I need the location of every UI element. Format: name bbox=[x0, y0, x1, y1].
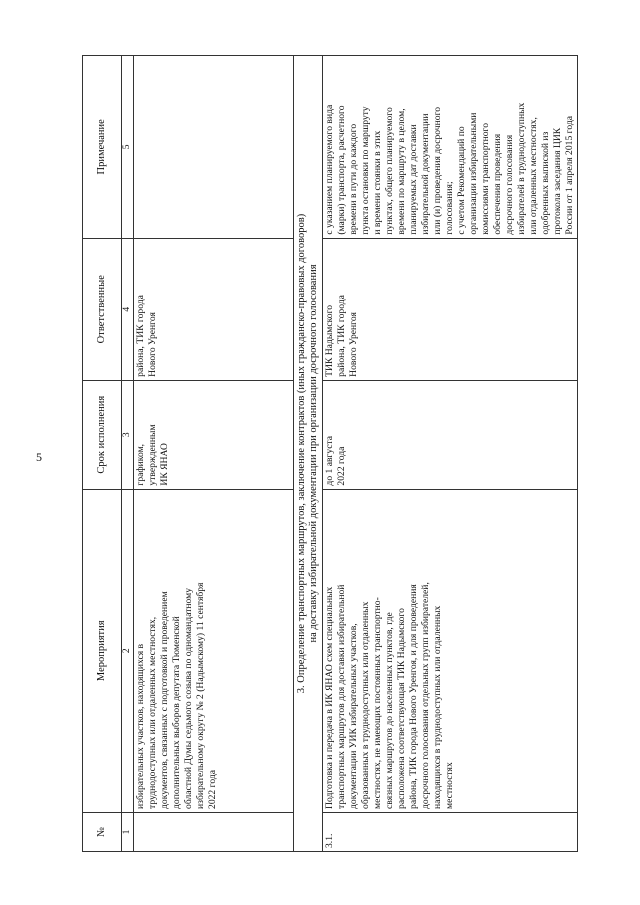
note-cell bbox=[134, 56, 294, 239]
table-row bbox=[323, 56, 578, 852]
column-number: 5 bbox=[122, 56, 134, 239]
section-title: 3. Определение транспортных маршрутов, заключение контрактов (иных гражданско-правовых договоров) на доставку избирательной документации при организации досрочного голосования bbox=[294, 56, 323, 852]
events-table bbox=[82, 55, 578, 852]
column-number-row bbox=[122, 56, 134, 852]
event-cell: избирательных участков, находящихся в труднодоступных или отдаленных местностях, документов, связанных с подготовкой и проведением дополнительных выборов депутата Тюменской областной Думы седьмого созыва по одномандатному избирательному округу № 2 (Надымскому) 11 сентября 2022 года bbox=[134, 489, 294, 812]
responsible-cell: района, ТИК города Нового Уренгоя bbox=[134, 238, 294, 380]
responsible-cell: ТИК Надымского района, ТИК города Нового Уренгоя bbox=[323, 238, 578, 380]
note-cell: с указанием планируемого вида (марки) транспорта, расчетного времени в пути до каждого пункта остановки по маршруту и времени стоянки в этих пунктах, общего планируемого времени по маршруту в целом, планируемых дат доставки избирательной документации или (и) проведения досрочного голосования; с учетом Рекомендаций по организации избирательными комиссиями транспортного обеспечения проведения досрочного голосования избирателей в труднодоступных или отдаленных местностях, одобренных выпиской из протокола заседания ЦИК России от 1 апреля 2015 года bbox=[323, 56, 578, 239]
event-cell: Подготовка и передача в ИК ЯНАО схем специальных транспортных маршрутов для доставки избирательной документации УИК избирательных участков, образованных в труднодоступных или отдаленных местностях, не имеющих постоянных транспортно- связных маршрутов до населенных пунктов, где расположена соответствующая ТИК Надымского района, ТИК города Нового Уренгоя, и для проведения досрочного голосования отдельных групп избирателей, находящихся в труднодоступных или отдаленных местностях bbox=[323, 489, 578, 812]
header-deadline: Срок исполнения bbox=[83, 380, 122, 489]
rotated-table-page bbox=[82, 55, 578, 852]
column-number: 1 bbox=[122, 812, 134, 851]
table-header-row bbox=[83, 56, 122, 852]
deadline-cell: графиком, утвержденным ИК ЯНАО bbox=[134, 380, 294, 489]
header-note: Примечание bbox=[83, 56, 122, 239]
column-number: 3 bbox=[122, 380, 134, 489]
table-row bbox=[134, 56, 294, 852]
header-event: Мероприятия bbox=[83, 489, 122, 812]
header-responsible: Ответственные bbox=[83, 238, 122, 380]
column-number: 4 bbox=[122, 238, 134, 380]
header-no: № bbox=[83, 812, 122, 851]
column-number: 2 bbox=[122, 489, 134, 812]
deadline-cell: до 1 августа 2022 года bbox=[323, 380, 578, 489]
page-number: 5 bbox=[36, 450, 42, 464]
section-row bbox=[294, 56, 323, 852]
row-number-cell bbox=[134, 812, 294, 851]
row-number-cell: 3.1. bbox=[323, 812, 578, 851]
